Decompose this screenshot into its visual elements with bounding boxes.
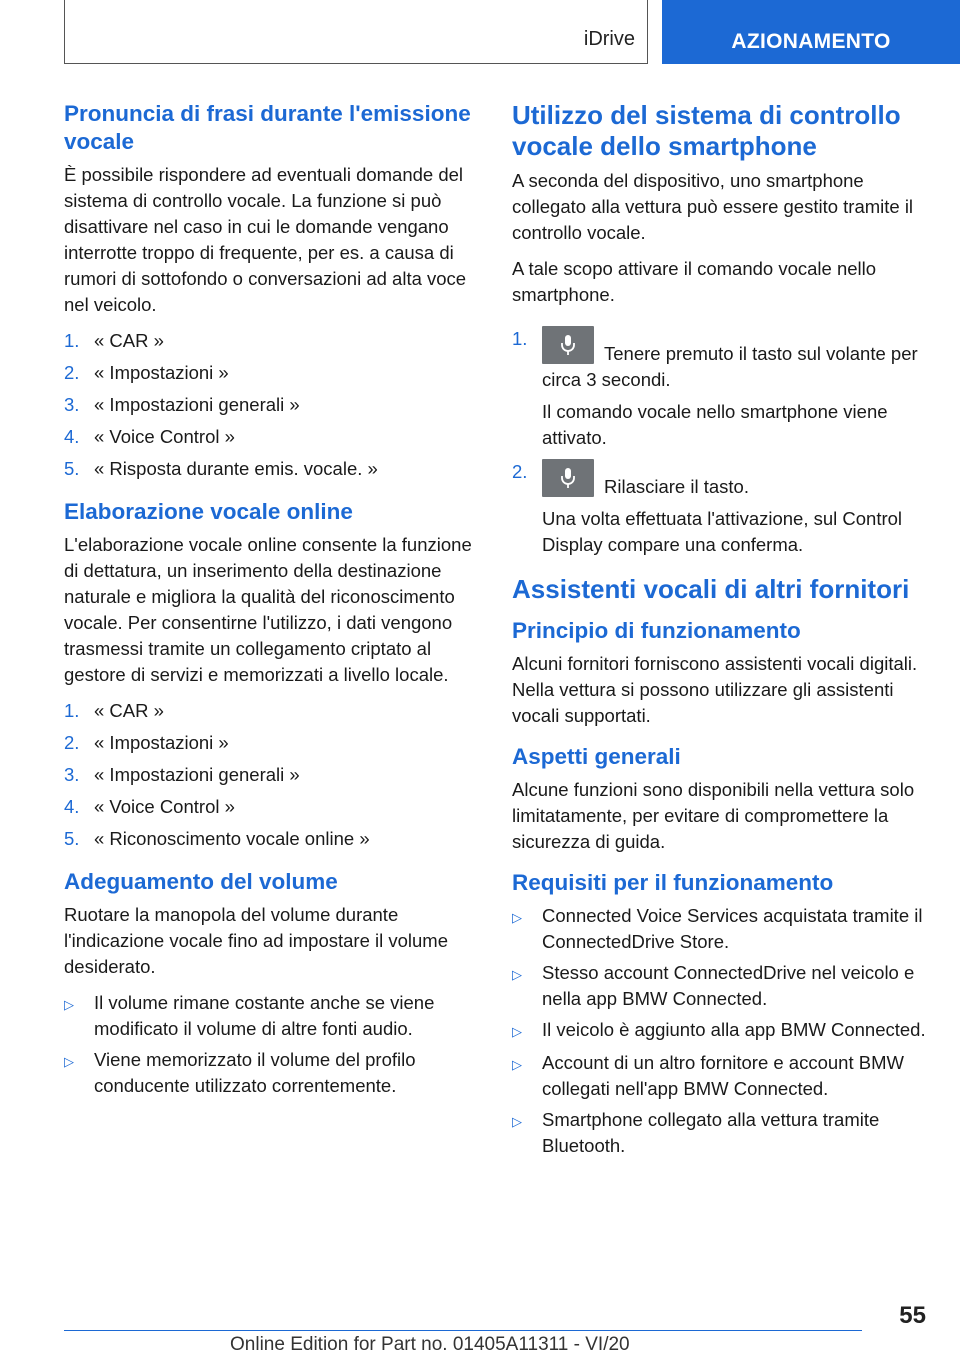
microphone-icon <box>542 459 594 497</box>
heading-volume: Adeguamento del volume <box>64 869 338 894</box>
list-item: 5. « Riconoscimento vocale online » <box>64 828 370 849</box>
heading-smartphone: Utilizzo del sistema di controllo vocale dello smartphone <box>512 100 901 161</box>
list-item: 1. « CAR » <box>64 330 164 351</box>
paragraph-pronuncia: È possibile rispondere ad eventuali domande del sistema di controllo vocale. La funzione si può disattivare nel caso in cui le domande vengano interrotte troppo di frequente, per es. a causa di rumori di sottofondo o conversazioni ad alta voce nel veicolo. <box>64 164 467 315</box>
heading-requisiti: Requisiti per il funzionamento <box>512 870 834 895</box>
microphone-icon <box>542 326 594 364</box>
header-section: iDrive <box>583 28 635 50</box>
step-2: 2. Rilasciare il tasto. Una volta effettuata l'attivazione, sul Control Display compare una conferma. <box>512 461 903 555</box>
list-item: 4. « Voice Control » <box>64 796 235 817</box>
steps-elaborazione <box>64 698 478 852</box>
paragraph-smartphone-2: A tale scopo attivare il comando vocale nello smartphone. <box>512 258 877 305</box>
list-item: ▷ Viene memorizzato il volume del profilo conducente utilizzato correntemente. <box>64 1047 478 1099</box>
list-item: 2. « Impostazioni » <box>64 732 229 753</box>
step-1: 1. Tenere premuto il tasto sul volante per circa 3 secondi. Il comando vocale nello smartphone viene attivato. <box>512 328 918 448</box>
heading-pronuncia: Pronuncia di frasi durante l'emissione vocale <box>64 101 471 154</box>
list-item: ▷ Smartphone collegato alla vettura tramite Bluetooth. <box>512 1107 928 1159</box>
triangle-bullet-icon: ▷ <box>512 967 522 982</box>
list-item: 1. « CAR » <box>64 700 164 721</box>
list-item: ▷ Account di un altro fornitore e account BMW collegati nell'app BMW Connected. <box>512 1050 928 1102</box>
bullets-requisiti <box>512 903 928 1159</box>
triangle-bullet-icon: ▷ <box>512 1057 522 1072</box>
triangle-bullet-icon: ▷ <box>512 910 522 925</box>
paragraph-aspetti: Alcune funzioni sono disponibili nella vettura solo limitatamente, per evitare di compromettere la sicurezza di guida. <box>512 779 915 852</box>
list-item: 3. « Impostazioni generali » <box>64 394 300 415</box>
list-item: ▷ Il veicolo è aggiunto alla app BMW Connected. <box>512 1017 928 1045</box>
heading-aspetti: Aspetti generali <box>512 744 681 769</box>
triangle-bullet-icon: ▷ <box>64 997 74 1012</box>
triangle-bullet-icon: ▷ <box>64 1054 74 1069</box>
list-item: 3. « Impostazioni generali » <box>64 764 300 785</box>
paragraph-volume: Ruotare la manopola del volume durante l'indicazione vocale fino ad impostare il volume desiderato. <box>64 904 449 977</box>
header-frame <box>64 0 648 64</box>
list-item: ▷ Stesso account ConnectedDrive nel veicolo e nella app BMW Connected. <box>512 960 928 1012</box>
list-item: ▷ Connected Voice Services acquistata tramite il ConnectedDrive Store. <box>512 903 928 955</box>
bullets-volume <box>64 990 478 1099</box>
triangle-bullet-icon: ▷ <box>512 1024 522 1039</box>
paragraph-smartphone-1: A seconda del dispositivo, uno smartphone collegato alla vettura può essere gestito tramite il controllo vocale. <box>512 170 914 243</box>
right-column <box>512 100 928 1173</box>
list-item: 4. « Voice Control » <box>64 426 235 447</box>
footer-edition: Online Edition for Part no. 01405A11311 - VI/20 <box>230 1334 630 1355</box>
heading-principio: Principio di funzionamento <box>512 618 801 643</box>
left-column <box>64 100 478 1113</box>
heading-assistenti: Assistenti vocali di altri fornitori <box>512 574 910 604</box>
list-item: ▷ Il volume rimane costante anche se viene modificato il volume di altre fonti audio. <box>64 990 478 1042</box>
footer-divider <box>64 1330 862 1331</box>
header-chapter-tab: AZIONAMENTO <box>662 0 960 64</box>
paragraph-elaborazione: L'elaborazione vocale online consente la funzione di dettatura, un inserimento della destinazione naturale e migliora la qualità del riconoscimento vocale. Per consentirne l'utilizzo, i dati vengono trasmessi tramite un collegamento criptato al gestore di servizi e memorizzati a livello locale. <box>64 534 472 685</box>
page-number: 55 <box>899 1302 926 1329</box>
triangle-bullet-icon: ▷ <box>512 1114 522 1129</box>
list-item: 5. « Risposta durante emis. vocale. » <box>64 458 378 479</box>
list-item: 2. « Impostazioni » <box>64 362 229 383</box>
paragraph-principio: Alcuni fornitori forniscono assistenti vocali digitali. Nella vettura si possono utilizzare gli assistenti vocali supportati. <box>512 653 918 726</box>
heading-elaborazione: Elaborazione vocale online <box>64 499 353 524</box>
steps-pronuncia <box>64 328 478 482</box>
